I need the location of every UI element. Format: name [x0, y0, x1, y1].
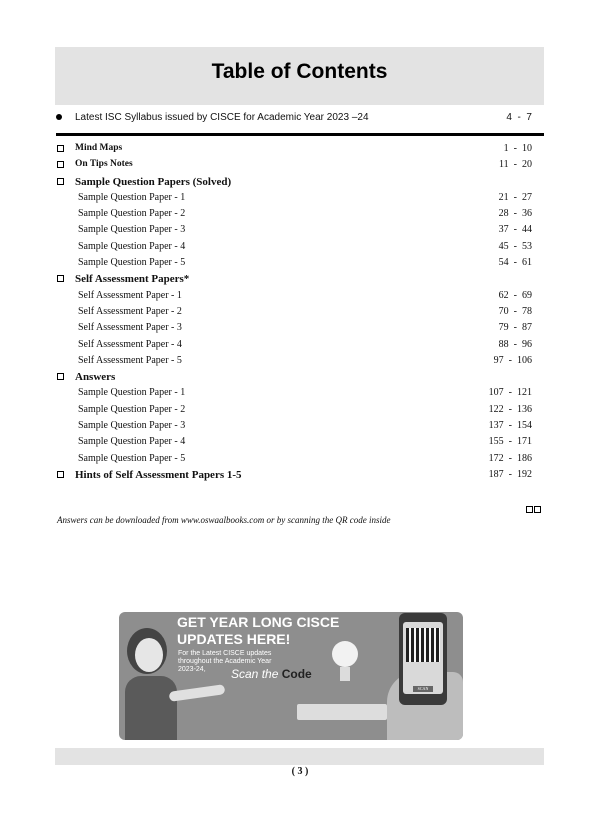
toc-list: [56, 142, 544, 484]
toc-subitem: [56, 256, 544, 272]
toc-label: Self Assessment Paper - 2: [78, 305, 182, 317]
toc-label: Mind Maps: [75, 143, 123, 153]
qr-code-icon: [406, 628, 440, 662]
syllabus-pages: 4 - 7: [506, 112, 532, 123]
toc-section: [56, 158, 544, 174]
toc-subitem: [56, 207, 544, 223]
girl-body-illustration: [125, 676, 177, 740]
toc-label: Sample Question Paper - 1: [78, 387, 186, 399]
toc-pages: 187 - 192: [488, 468, 532, 480]
toc-label: Sample Question Paper - 1: [78, 191, 186, 203]
toc-subitem: [56, 289, 544, 305]
toc-label: Sample Question Papers (Solved): [75, 175, 232, 188]
toc-pages: 21 - 27: [498, 191, 532, 203]
toc-label: Answers: [75, 371, 116, 384]
divider-rule: [56, 133, 544, 136]
toc-label: Sample Question Paper - 2: [78, 208, 186, 220]
the-word: the: [261, 667, 279, 681]
banner-headline: GET YEAR LONG CISCE UPDATES HERE!: [177, 614, 340, 647]
promo-banner: [119, 612, 463, 740]
toc-subitem: [56, 240, 544, 256]
syllabus-label: Latest ISC Syllabus issued by CISCE for Academic Year 2023 –24: [75, 112, 369, 123]
toc-section: [56, 370, 544, 386]
toc-subitem: [56, 321, 544, 337]
toc-pages: 107 - 121: [488, 387, 532, 399]
syllabus-row: [56, 112, 544, 130]
toc-pages: 172 - 186: [488, 452, 532, 464]
toc-label: Sample Question Paper - 5: [78, 257, 186, 269]
page-number: ( 3 ): [291, 766, 309, 777]
checkbox-square-icon: [57, 145, 64, 152]
scan-word: Scan: [231, 667, 259, 681]
toc-label: Self Assessment Papers*: [75, 273, 190, 286]
toc-subitem: [56, 452, 544, 468]
toc-label: Hints of Self Assessment Papers 1-5: [75, 468, 242, 481]
toc-pages: 79 - 87: [498, 322, 532, 334]
lightbulb-base-icon: [340, 667, 350, 681]
toc-section: [56, 468, 544, 484]
toc-section: [56, 175, 544, 191]
toc-pages: 62 - 69: [498, 289, 532, 301]
toc-pages: 155 - 171: [488, 436, 532, 448]
toc-label: Sample Question Paper - 4: [78, 240, 186, 252]
toc-section: [56, 142, 544, 158]
toc-subitem: [56, 419, 544, 435]
toc-label: Self Assessment Paper - 3: [78, 322, 182, 334]
scan-the-code-text: [231, 667, 312, 681]
toc-pages: 54 - 61: [498, 257, 532, 269]
toc-label: Self Assessment Paper - 1: [78, 289, 182, 301]
toc-subitem: [56, 386, 544, 402]
scan-button: SCAN: [413, 686, 433, 692]
toc-subitem: [56, 403, 544, 419]
toc-label: Sample Question Paper - 3: [78, 420, 186, 432]
toc-pages: 70 - 78: [498, 305, 532, 317]
toc-pages: 45 - 53: [498, 240, 532, 252]
footer-band: [55, 748, 544, 765]
girl-arm-illustration: [169, 684, 226, 702]
toc-label: Sample Question Paper - 4: [78, 436, 186, 448]
toc-subitem: [56, 354, 544, 370]
banner-subtext: For the Latest CISCE updates throughout the Academic Year 2023-24,: [178, 650, 272, 673]
toc-label: Sample Question Paper - 3: [78, 224, 186, 236]
toc-pages: 88 - 96: [498, 338, 532, 350]
toc-subitem: [56, 435, 544, 451]
toc-pages: 37 - 44: [498, 224, 532, 236]
toc-label: On Tips Notes: [75, 159, 133, 170]
checkbox-square-icon: [57, 178, 64, 185]
toc-pages: 11 - 20: [499, 159, 532, 171]
checkbox-square-icon: [57, 275, 64, 282]
toc-pages: 122 - 136: [488, 403, 532, 415]
toc-subitem: [56, 338, 544, 354]
checkbox-square-icon: [57, 373, 64, 380]
toc-section: [56, 272, 544, 288]
checkbox-square-icon: [57, 471, 64, 478]
answers-note: Answers can be downloaded from www.oswaalbooks.com or by scanning the QR code inside: [57, 515, 391, 525]
girl-face-illustration: [135, 638, 163, 672]
checkbox-square-icon: [57, 161, 64, 168]
lightbulb-icon: [332, 641, 358, 667]
toc-subitem: [56, 223, 544, 239]
code-word: Code: [281, 667, 312, 681]
toc-subitem: [56, 305, 544, 321]
toc-pages: 28 - 36: [498, 208, 532, 220]
toc-subitem: [56, 191, 544, 207]
double-box-icon: [526, 500, 542, 518]
toc-label: Self Assessment Paper - 5: [78, 354, 182, 366]
bullet-icon: [56, 114, 62, 120]
page-title: Table of Contents: [211, 60, 388, 83]
toc-label: Sample Question Paper - 2: [78, 403, 186, 415]
toc-label: Sample Question Paper - 5: [78, 452, 186, 464]
toc-pages: 1 - 10: [503, 143, 532, 154]
toc-label: Self Assessment Paper - 4: [78, 338, 182, 350]
toc-pages: 137 - 154: [488, 420, 532, 432]
toc-pages: 97 - 106: [493, 354, 532, 366]
open-book-icon: [297, 704, 387, 720]
